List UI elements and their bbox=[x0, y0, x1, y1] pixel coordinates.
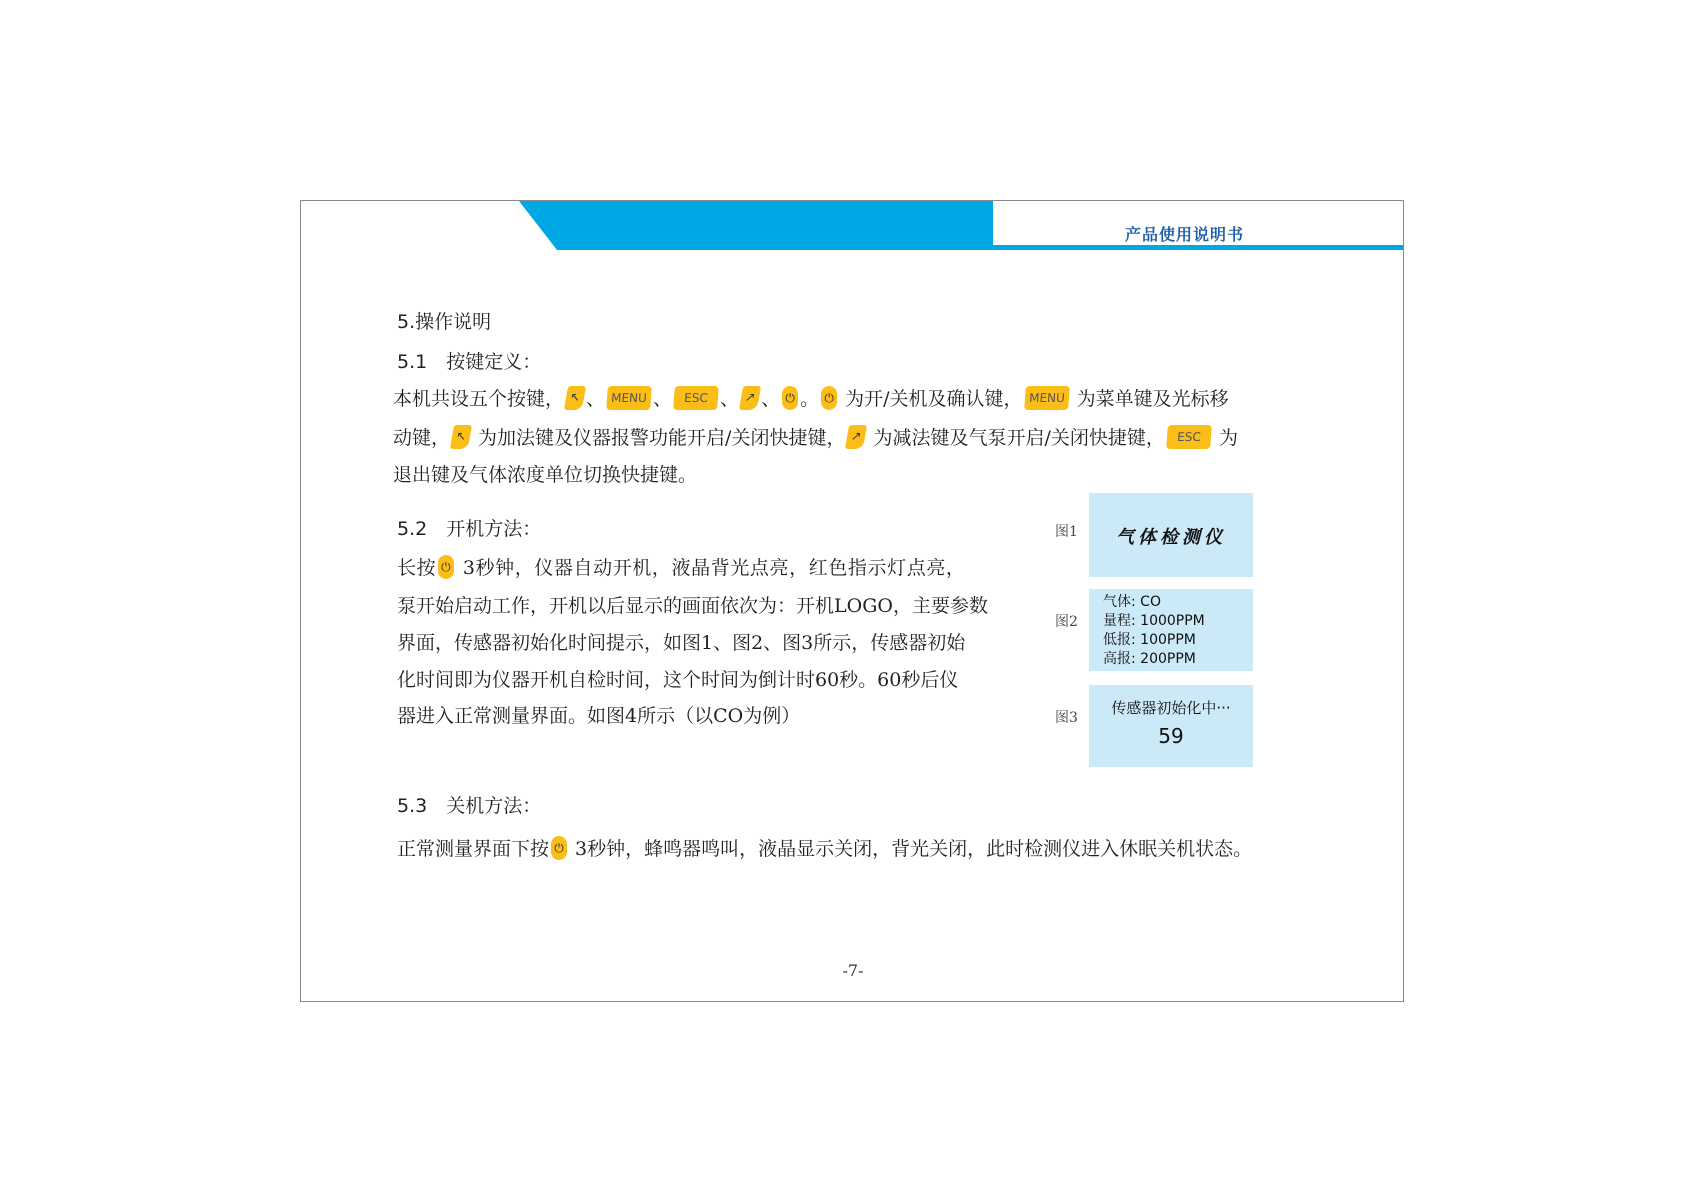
power-key-icon: ⏻ bbox=[438, 555, 454, 579]
para1-line2 bbox=[393, 423, 1238, 451]
down-key-icon: ↗ bbox=[739, 386, 761, 410]
separator: 、 bbox=[720, 388, 740, 410]
range-line: 量程: 1000PPM bbox=[1103, 613, 1205, 629]
text: 为 bbox=[1212, 427, 1238, 449]
power-key-icon: ⏻ bbox=[821, 386, 837, 410]
text: 3秒钟，仪器自动开机，液晶背光点亮，红色指示灯点亮， bbox=[456, 557, 966, 579]
para2-line4: 化时间即为仪器开机自检时间，这个时间为倒计时60秒。60秒后仪 bbox=[397, 669, 959, 691]
para1-line1 bbox=[393, 384, 1229, 412]
para2-line5: 器进入正常测量界面。如图4所示（以CO为例） bbox=[397, 705, 801, 727]
section-5-1-title: 5.1 按键定义： bbox=[397, 351, 542, 373]
para1-line3: 退出键及气体浓度单位切换快捷键。 bbox=[393, 464, 698, 486]
text: 为加法键及仪器报警功能开启/关闭快捷键， bbox=[472, 427, 846, 449]
low-alarm-line: 低报: 100PPM bbox=[1103, 632, 1196, 648]
esc-key-icon: ESC bbox=[673, 386, 719, 410]
text: 为减法键及气泵开启/关闭快捷键， bbox=[867, 427, 1165, 449]
down-key-icon: ↗ bbox=[845, 425, 867, 449]
figure-2-label: 图2 bbox=[1055, 614, 1078, 630]
section-5-2-title: 5.2 开机方法： bbox=[397, 518, 542, 540]
countdown-value: 59 bbox=[1158, 724, 1184, 748]
section-title: 5.操作说明 bbox=[397, 311, 492, 333]
text: 正常测量界面下按 bbox=[397, 838, 550, 860]
para2-line1 bbox=[397, 553, 966, 581]
text: 3秒钟，蜂鸣器鸣叫，液晶显示关闭，背光关闭，此时检测仪进入休眠关机状态。 bbox=[569, 838, 1253, 860]
header-band bbox=[519, 201, 993, 250]
up-key-icon: ↖ bbox=[450, 425, 472, 449]
section-5-3-title: 5.3 关机方法： bbox=[397, 795, 542, 817]
figure-3-screen bbox=[1089, 685, 1253, 767]
high-alarm-line: 高报: 200PPM bbox=[1103, 651, 1196, 667]
logo-text: 气体检测仪 bbox=[1116, 527, 1226, 548]
para2-line2: 泵开始启动工作，开机以后显示的画面依次为：开机LOGO，主要参数 bbox=[397, 595, 988, 617]
menu-key-icon: MENU bbox=[606, 386, 652, 410]
separator: 、 bbox=[653, 388, 673, 410]
figure-1-screen bbox=[1089, 493, 1253, 577]
figure-1-label: 图1 bbox=[1055, 524, 1078, 540]
page-frame bbox=[300, 200, 1404, 1002]
text: 本机共设五个按键， bbox=[393, 388, 565, 410]
text: 为菜单键及光标移 bbox=[1070, 388, 1229, 410]
text: 长按 bbox=[397, 557, 437, 579]
text: 为开/关机及确认键， bbox=[839, 388, 1023, 410]
separator: 、 bbox=[586, 388, 606, 410]
para3-line1 bbox=[397, 834, 1252, 862]
menu-key-icon: MENU bbox=[1024, 386, 1070, 410]
up-key-icon: ↖ bbox=[564, 386, 586, 410]
esc-key-icon: ESC bbox=[1166, 425, 1212, 449]
power-key-icon: ⏻ bbox=[782, 386, 798, 410]
figure-2-screen bbox=[1089, 589, 1253, 671]
separator: 、 bbox=[761, 388, 781, 410]
page-number: -7- bbox=[842, 961, 864, 980]
text: 动键， bbox=[393, 427, 451, 449]
figure-3-label: 图3 bbox=[1055, 710, 1078, 726]
text: 。 bbox=[800, 388, 820, 410]
power-key-icon: ⏻ bbox=[551, 836, 567, 860]
header-rule bbox=[985, 245, 1404, 250]
init-text: 传感器初始化中··· bbox=[1111, 699, 1231, 717]
para2-line3: 界面，传感器初始化时间提示，如图1、图2、图3所示，传感器初始 bbox=[397, 632, 966, 654]
gas-line: 气体: CO bbox=[1103, 594, 1161, 610]
header-title: 产品使用说明书 bbox=[1125, 225, 1245, 244]
